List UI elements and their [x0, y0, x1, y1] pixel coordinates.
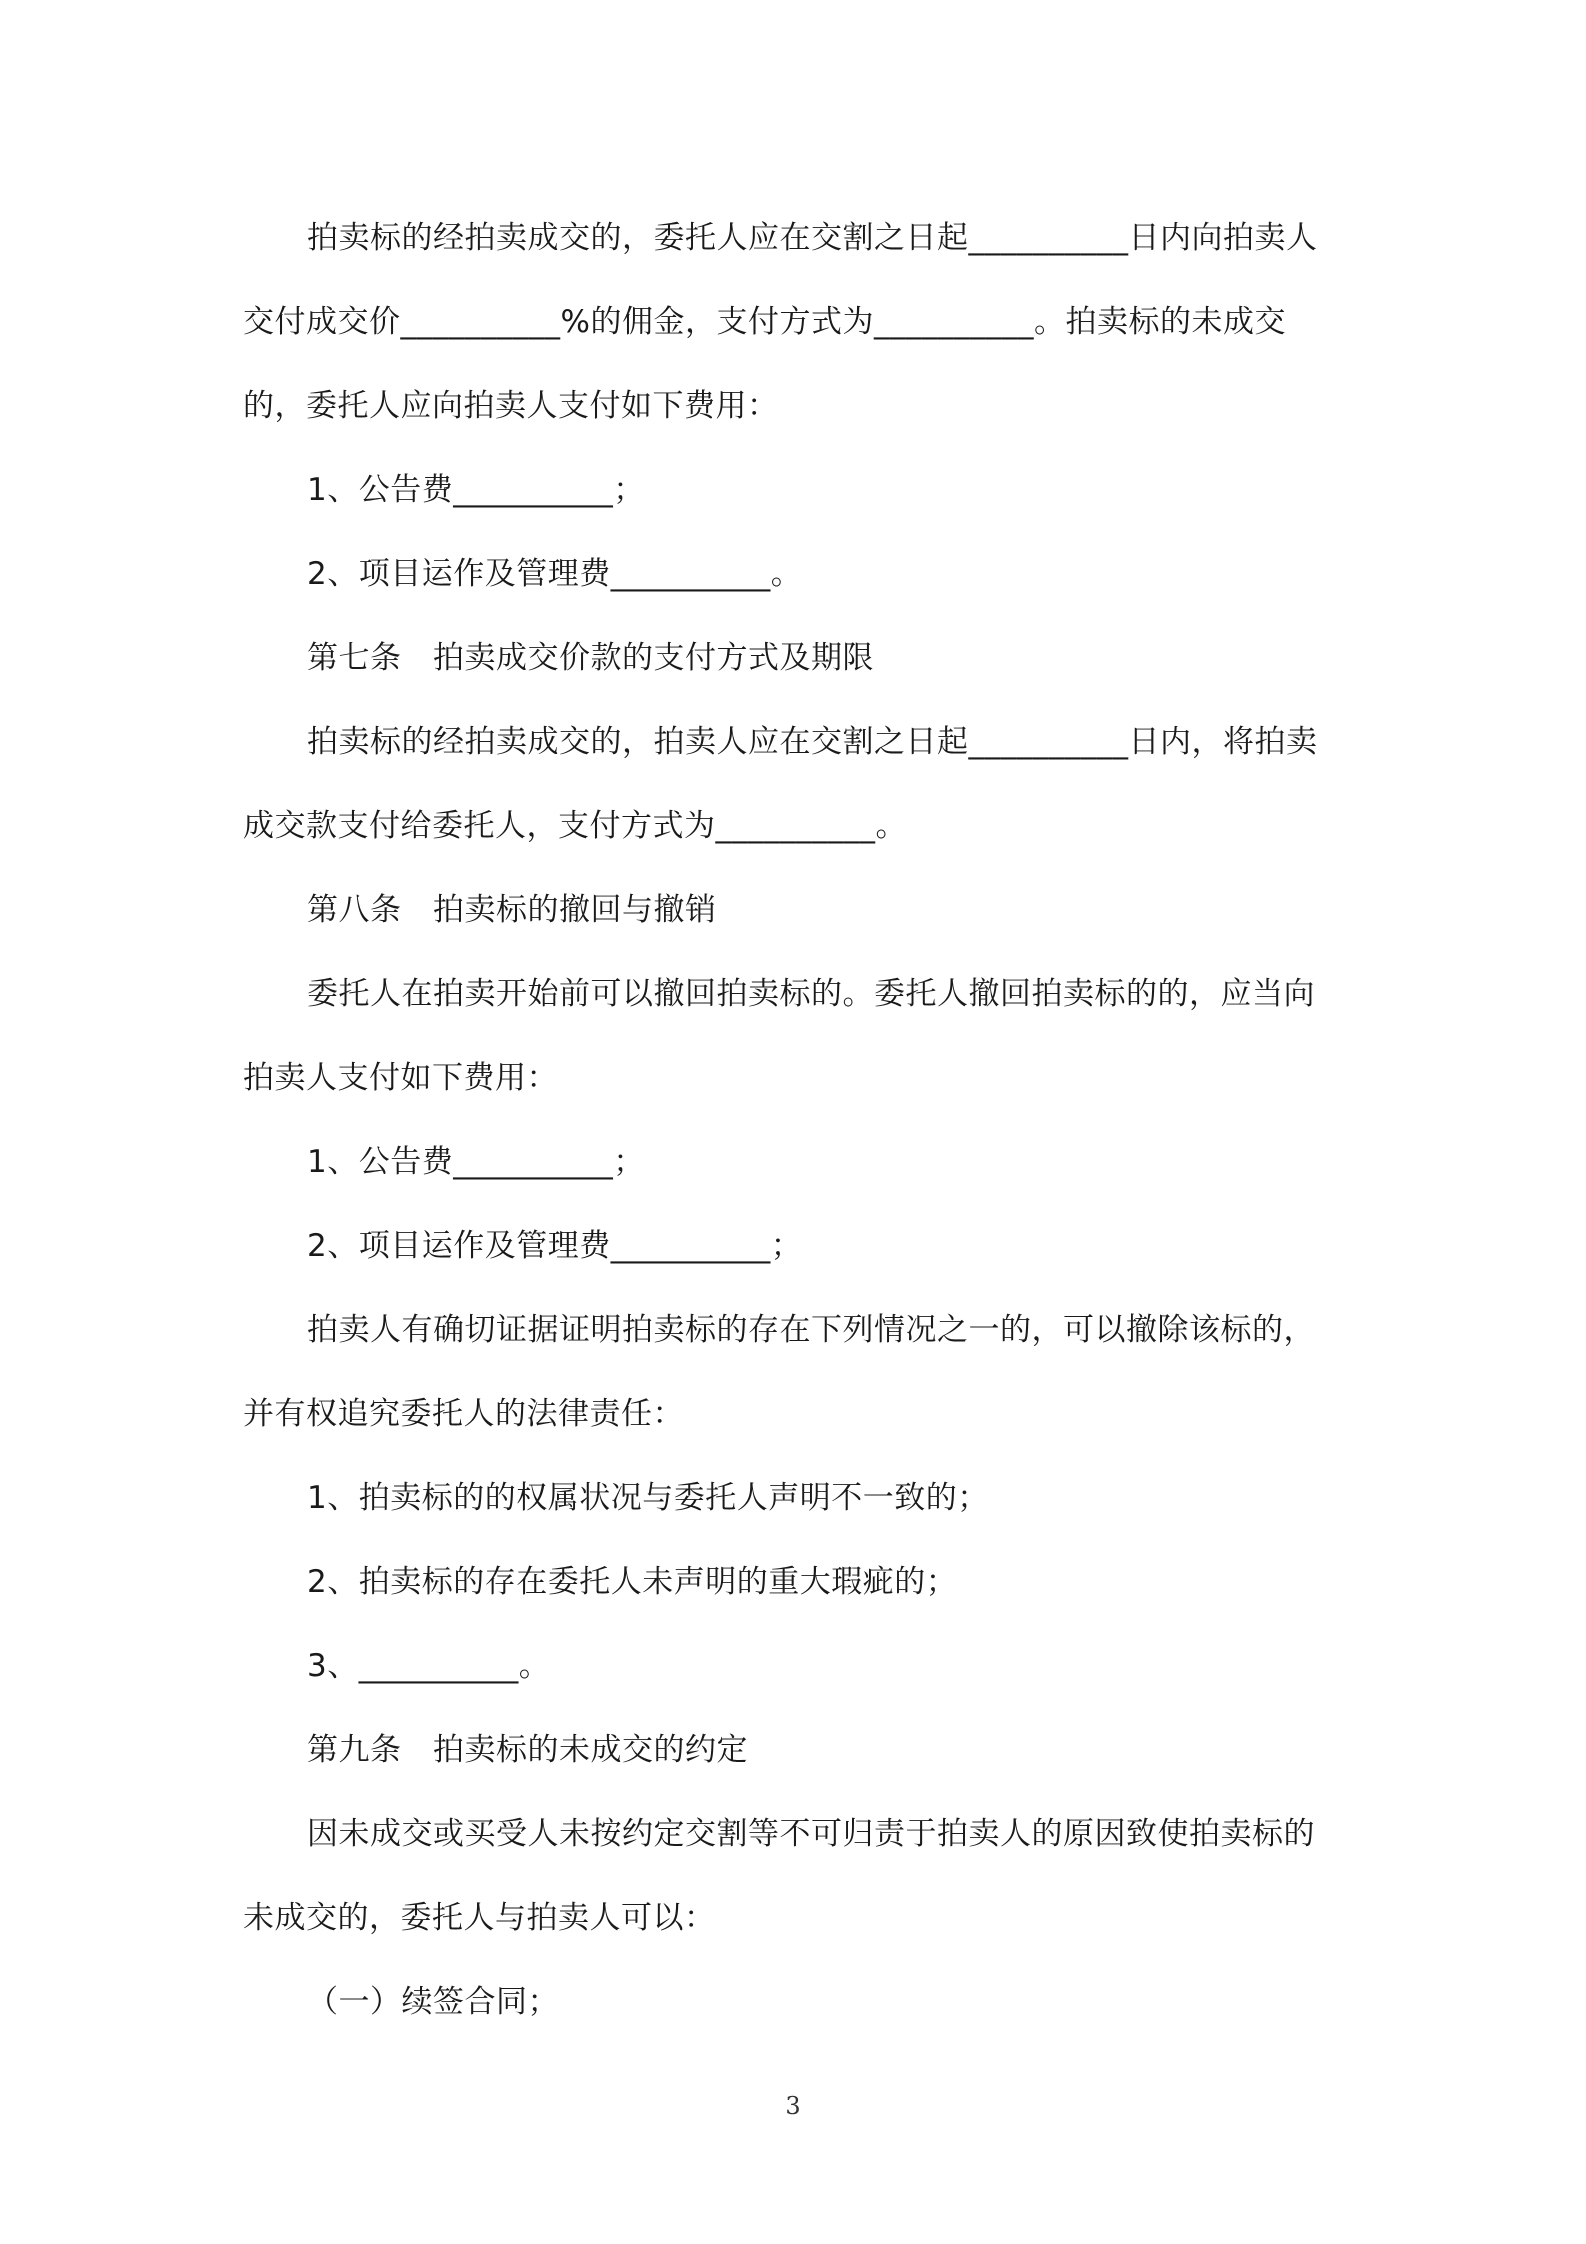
list-item: 2、项目运作及管理费__________；	[307, 1228, 803, 1264]
document-body	[243, 196, 1343, 2044]
body-line: 拍卖标的经拍卖成交的，委托人应在交割之日起__________日内向拍卖人	[307, 220, 1318, 256]
list-item: 3、__________。	[307, 1648, 551, 1684]
list-item: 2、项目运作及管理费__________。	[307, 556, 803, 592]
body-line: 因未成交或买受人未按约定交割等不可归责于拍卖人的原因致使拍卖标的	[307, 1816, 1315, 1852]
list-item: 2、拍卖标的存在委托人未声明的重大瑕疵的；	[307, 1564, 958, 1600]
body-line: 未成交的，委托人与拍卖人可以：	[243, 1900, 716, 1936]
body-line: 交付成交价__________%的佣金，支付方式为__________。拍卖标的未成交	[243, 304, 1286, 340]
list-item: 1、拍卖标的的权属状况与委托人声明不一致的；	[307, 1480, 989, 1516]
body-line: 委托人在拍卖开始前可以撤回拍卖标的。委托人撤回拍卖标的的，应当向	[307, 976, 1315, 1012]
body-line: 拍卖人支付如下费用：	[243, 1060, 558, 1096]
article-heading: 第八条 拍卖标的撤回与撤销	[307, 892, 717, 928]
body-line: 并有权追究委托人的法律责任：	[243, 1396, 684, 1432]
page-number: 3	[785, 2092, 801, 2120]
body-line: 拍卖标的经拍卖成交的，拍卖人应在交割之日起__________日内，将拍卖	[307, 724, 1318, 760]
list-item: 1、公告费__________；	[307, 472, 645, 508]
list-item: （一）续签合同；	[307, 1984, 559, 2020]
body-line: 的，委托人应向拍卖人支付如下费用：	[243, 388, 779, 424]
list-item: 1、公告费__________；	[307, 1144, 645, 1180]
body-line: 成交款支付给委托人，支付方式为__________。	[243, 808, 907, 844]
body-line: 拍卖人有确切证据证明拍卖标的存在下列情况之一的，可以撤除该标的，	[307, 1312, 1315, 1348]
article-heading: 第七条 拍卖成交价款的支付方式及期限	[307, 640, 874, 676]
article-heading: 第九条 拍卖标的未成交的约定	[307, 1732, 748, 1768]
